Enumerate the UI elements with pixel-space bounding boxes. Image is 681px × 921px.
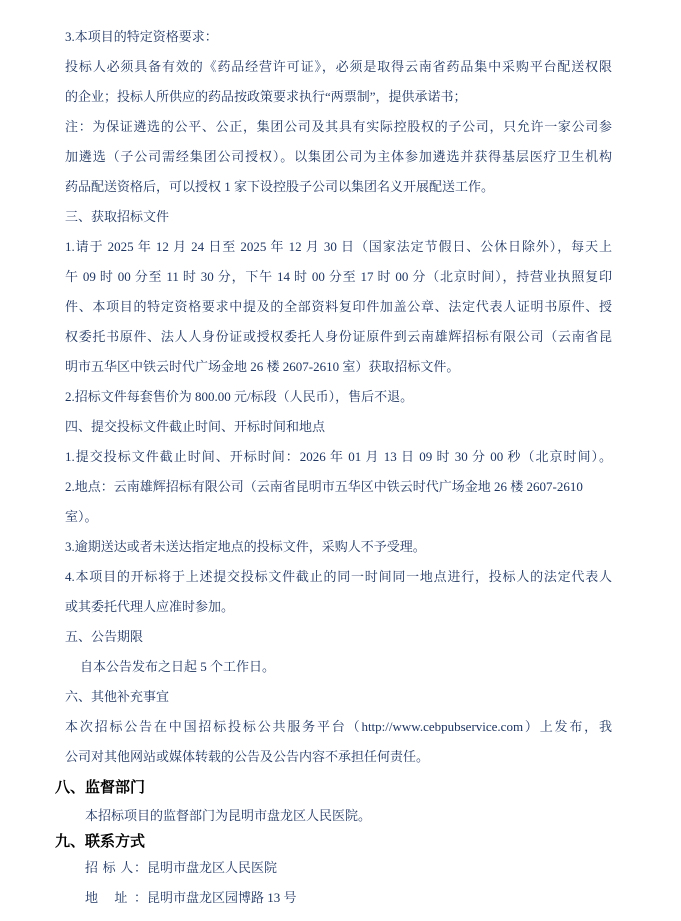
qualification-note-line: 药品配送资格后，可以授权 1 家下设控股子公司以集团名义开展配送工作。 <box>65 179 495 194</box>
submission-item4-line: 4.本项目的开标将于上述提交投标文件截止的同一时间同一地点进行，投标人的法定代表人 <box>65 569 612 584</box>
qualification-heading: 3.本项目的特定资格要求： <box>65 29 218 44</box>
notice-period-heading: 五、公告期限 <box>65 629 144 644</box>
obtain-documents-item1-line: 明市五华区中铁云时代广场金地 26 楼 2607-2610 室）获取招标文件。 <box>65 359 460 374</box>
contact-address-value: 昆明市盘龙区园博路 13 号 <box>147 890 297 905</box>
notice-period-text: 自本公告发布之日起 5 个工作日。 <box>80 659 276 674</box>
contact-tenderer-row <box>65 852 612 884</box>
contact-heading: 九、联系方式 <box>55 832 146 850</box>
submission-item3: 3.逾期送达或者未送达指定地点的投标文件，采购人不予受理。 <box>65 539 426 554</box>
qualification-requirement-line: 投标人必须具备有效的《药品经营许可证》，必须是取得云南省药品集中采购平台配送权限 <box>65 59 612 74</box>
submission-item4-line: 或其委托代理人应准时参加。 <box>65 599 235 614</box>
qualification-note-line: 注：为保证遴选的公平、公正，集团公司及其具有实际控股权的子公司，只允许一家公司参 <box>65 119 612 134</box>
contact-tenderer-label: 招 标 人： <box>85 860 147 875</box>
obtain-documents-item1-line: 权委托书原件、法人人身份证或授权委托人身份证原件到云南雄辉招标有限公司（云南省昆 <box>65 329 612 344</box>
obtain-documents-heading: 三、获取招标文件 <box>65 209 170 224</box>
other-matters-line: 本次招标公告在中国招标投标公共服务平台（http://www.cebpubservice.com）上发布，我 <box>65 719 612 734</box>
submission-item2-line: 室）。 <box>65 509 98 524</box>
obtain-documents-item1-line: 1.请于 2025 年 12 月 24 日至 2025 年 12 月 30 日（国家法定节假日、公休日除外），每天上 <box>65 239 612 254</box>
supervision-text: 本招标项目的监督部门为昆明市盘龙区人民医院。 <box>85 808 372 823</box>
qualification-note-line: 加遴选（子公司需经集团公司授权）。以集团公司为主体参加遴选并获得基层医疗卫生机构 <box>65 149 612 164</box>
submission-item1: 1.提交投标文件截止时间、开标时间：2026 年 01 月 13 日 09 时 30 分 00 秒（北京时间）。 <box>65 449 612 464</box>
contact-address-row <box>65 884 612 912</box>
obtain-documents-item2: 2.招标文件每套售价为 800.00 元/标段（人民币），售后不退。 <box>65 389 414 404</box>
contact-address-label: 地 址： <box>85 890 147 905</box>
contact-tenderer-value: 昆明市盘龙区人民医院 <box>147 860 278 875</box>
other-matters-heading: 六、其他补充事宜 <box>65 689 170 704</box>
obtain-documents-item1-line: 午 09 时 00 分至 11 时 30 分，下午 14 时 00 分至 17 时 00 分（北京时间），持营业执照复印 <box>65 269 612 284</box>
obtain-documents-item1-line: 件、本项目的特定资格要求中提及的全部资料复印件加盖公章、法定代表人证明书原件、授 <box>65 299 612 314</box>
submission-item2-line: 2.地点：云南雄辉招标有限公司（云南省昆明市五华区中铁云时代广场金地 26 楼 2607-2610 <box>65 479 583 494</box>
qualification-requirement-line: 的企业；投标人所供应的药品按政策要求执行“两票制”，提供承诺书； <box>65 89 467 104</box>
supervision-heading: 八、监督部门 <box>55 778 146 796</box>
submission-heading: 四、提交投标文件截止时间、开标时间和地点 <box>65 419 326 434</box>
other-matters-line: 公司对其他网站或媒体转载的公告及公告内容不承担任何责任。 <box>65 749 430 764</box>
document-body <box>55 22 612 912</box>
